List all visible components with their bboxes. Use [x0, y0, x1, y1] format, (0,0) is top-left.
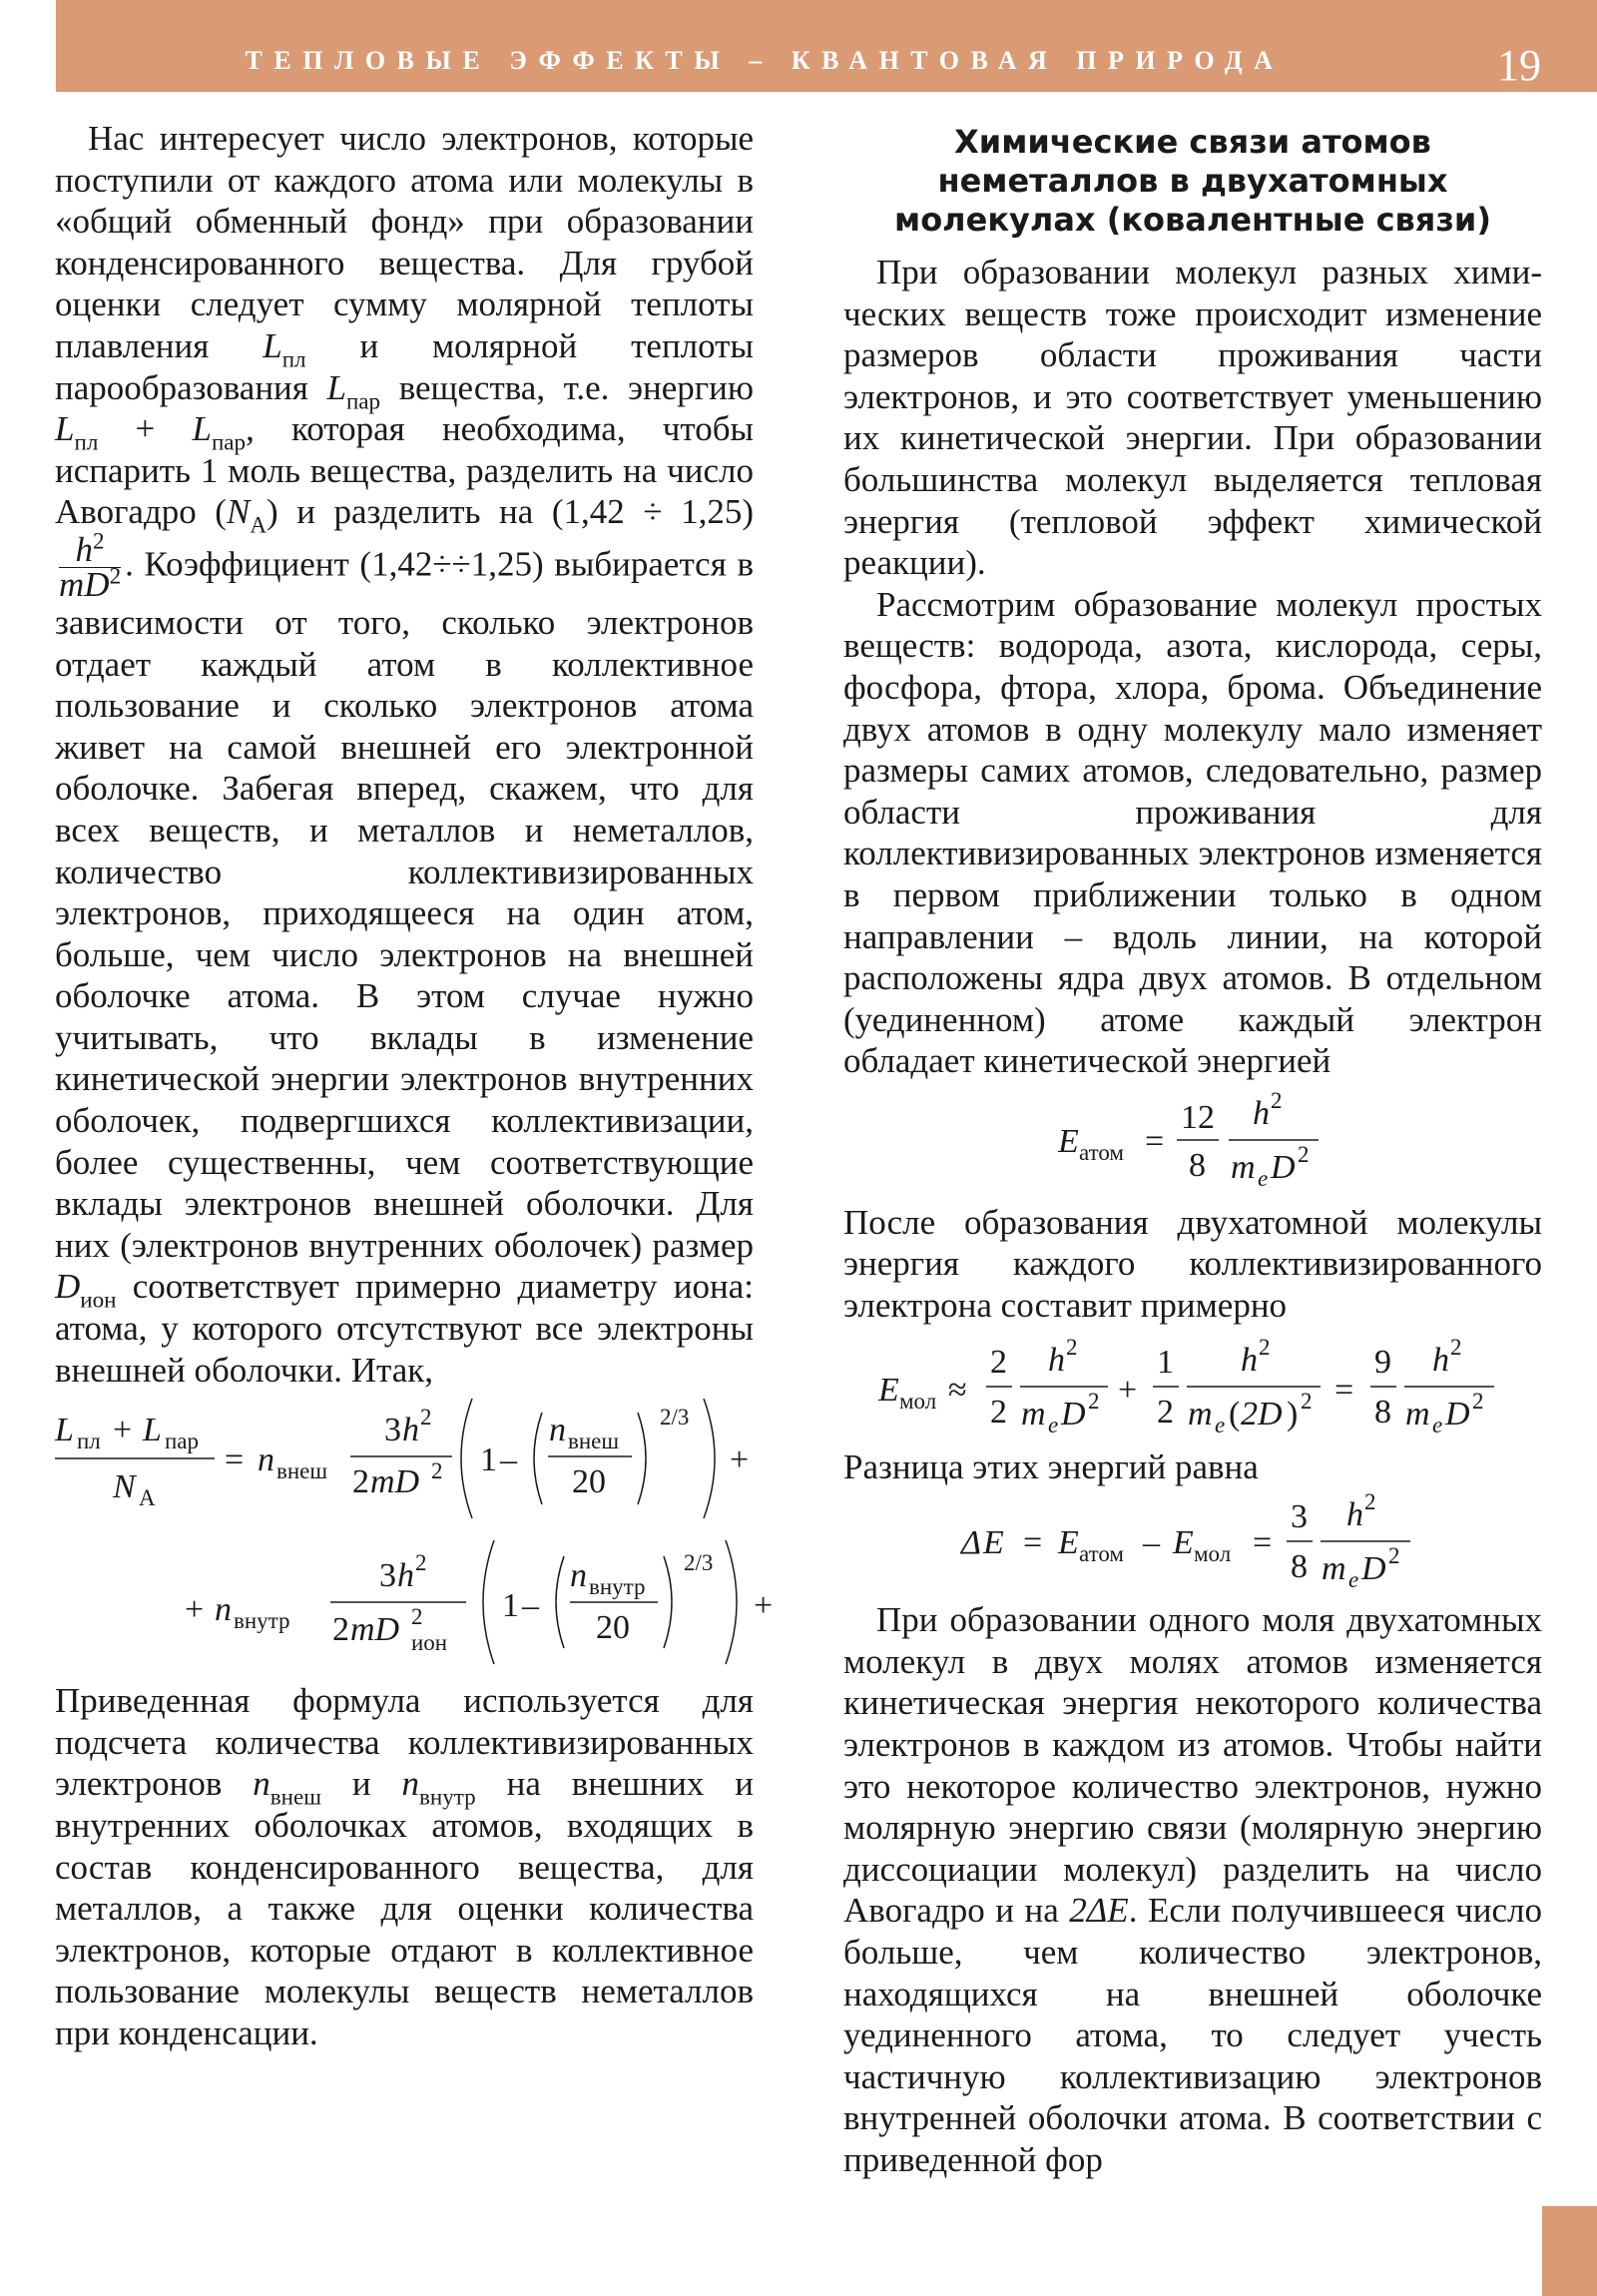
svg-text:m: m — [1405, 1395, 1430, 1433]
svg-text:2: 2 — [1301, 1388, 1313, 1414]
svg-text:h: h — [1253, 1094, 1270, 1132]
svg-text:=: = — [1253, 1524, 1273, 1562]
paragraph: Разница этих энергий равна — [843, 1446, 1259, 1486]
svg-text:=: = — [225, 1441, 245, 1479]
svg-text:2: 2 — [415, 1550, 427, 1576]
paragraph: При образовании одного моля двухатомных молекул в двух молях атомов изменяется кинетическая энергия некоторого количества электронов в каждом из атомов. Чтобы найти это некоторое количество электронов, нужно молярную энергию связи (молярную энергию диссоциации молекул) разделить на число Авогадро и на 2ΔE. Если получившееся число больше, чем количество электронов, находящихся на внешней оболочке уединенного атома, то следует учесть частичную коллективизацию электронов внутренней оболочки атома. В соответствии с приведенной фор — [843, 1600, 1542, 2179]
svg-text:8: 8 — [1374, 1393, 1391, 1431]
svg-text:2: 2 — [1088, 1388, 1100, 1414]
svg-text:внутр: внутр — [234, 1608, 290, 1634]
svg-text:2: 2 — [352, 1463, 369, 1501]
paragraph: Рассмотрим образование молекул простых веществ: водорода, азота, кислорода, серы, фосфора, фтора, хлора, брома. Объединение двух атомов в одну молекулу мало изменяет размеры самих атомов, следовательно, размер области проживания для коллективизированных электронов изменяется в первом приближении только в одном направлении – вдоль линии, на которой расположены ядра двух атомов. В отдельном (уединенном) атоме каждый электрон обладает кинетической энергией — [843, 584, 1542, 1081]
svg-text:e: e — [1048, 1412, 1059, 1437]
svg-text:2: 2 — [1472, 1388, 1484, 1414]
formula-atom-energy — [843, 1082, 1542, 1202]
svg-text:E: E — [983, 1524, 1004, 1562]
right-column — [843, 118, 1542, 2181]
svg-text:2: 2 — [1066, 1334, 1078, 1360]
svg-text:+: + — [1118, 1371, 1138, 1409]
svg-text:=: = — [1145, 1122, 1165, 1160]
left-column — [55, 118, 774, 2054]
paragraph: После образования двухатомной молекулы энергия каждого коллективизированного электрона составит примерно — [843, 1202, 1542, 1326]
svg-text:1: 1 — [1157, 1343, 1174, 1381]
svg-text:ион: ион — [411, 1630, 448, 1656]
svg-text:3: 3 — [1291, 1498, 1308, 1536]
formula-energy-difference — [843, 1487, 1542, 1599]
svg-text:2: 2 — [990, 1343, 1007, 1381]
svg-text:20: 20 — [572, 1463, 606, 1501]
svg-text:1: 1 — [502, 1587, 519, 1625]
svg-text:2/3: 2/3 — [684, 1550, 714, 1576]
paragraph: Приведенная формула используется для подсчета количества коллективизированных электронов $n_{внеш}$ и $n_{внутр}$ на внешних и внутренних оболочках атомов, входящих в состав конденсированного вещества, для металлов, а также для оценки количества электронов, которые отдают в коллективное пользование молекулы веществ неметаллов при конденсации. — [55, 1681, 754, 2052]
svg-text:мол: мол — [1194, 1541, 1232, 1567]
svg-text:А: А — [139, 1485, 156, 1511]
svg-text:m: m — [1021, 1395, 1046, 1433]
svg-text:n: n — [258, 1441, 274, 1479]
svg-text:2D: 2D — [1241, 1395, 1283, 1433]
svg-text:n: n — [549, 1412, 566, 1449]
svg-text:=: = — [1334, 1371, 1354, 1409]
svg-text:E: E — [1173, 1524, 1194, 1562]
svg-text:h: h — [1432, 1341, 1449, 1379]
svg-text:m: m — [1188, 1395, 1213, 1433]
formula-collectivized-electrons — [55, 1391, 774, 1680]
svg-text:D: D — [1271, 1148, 1296, 1186]
svg-text:D: D — [1445, 1395, 1470, 1433]
svg-text:h: h — [1048, 1341, 1065, 1379]
svg-text:8: 8 — [1291, 1548, 1308, 1586]
svg-text:2: 2 — [411, 1604, 423, 1630]
svg-text:e: e — [1258, 1165, 1269, 1191]
svg-text:внутр: внутр — [589, 1574, 646, 1600]
svg-text:Δ: Δ — [961, 1524, 981, 1562]
svg-text:mD: mD — [350, 1611, 400, 1649]
svg-text:–: – — [522, 1587, 539, 1625]
svg-text:пар: пар — [165, 1429, 200, 1454]
paragraph: Нас интересует число электронов, которые поступили от каждого атома или молекулы в «общий обменный фонд» при образовании конденсированного вещества. Для грубой оценки следует сумму молярной теплоты плавления $L_{пл}$ и молярной теплоты парообразования $L_{пар}$ вещества, т.е. энергию $L_{пл} + L_{пар}$, которая необходима, чтобы испарить 1 моль вещества, разделить на число Авогадро $(N_А)$ и разделить на (1,42 ÷ 1,25) $\frac{h^2}{mD^2}$ . Коэффициент (1,42÷÷1,25) выбирается в зависимости от того, сколько электронов отдает каждый атом в коллективное пользование и сколько электронов атома живет на самой внешней его электронной оболочке. Забегая вперед, скажем, что для всех веществ, и металлов и неметаллов, количество коллективизированных электронов, приходящееся на один атом, больше, чем число электронов на внешней оболочке атома. В этом случае нужно учитывать, что вклады в изменение кинетической энергии электронов внутренних оболочек, подвергшихся коллективизации, более существенны, чем соответствующие вклады электронов внешней оболочки. Для них (электронов внутренних оболочек) размер $D_{ион}$ соответствует примерно диаметру иона: атома, у которого отсутствуют все электроны внешней оболочки. Итак, — [55, 119, 755, 1390]
svg-text:2: 2 — [1364, 1489, 1376, 1515]
running-title: ТЕПЛОВЫЕ ЭФФЕКТЫ – КВАНТОВАЯ ПРИРОДА — [245, 46, 1285, 75]
svg-text:(: ( — [1229, 1395, 1241, 1433]
svg-text:=: = — [1023, 1524, 1043, 1562]
svg-text:2/3: 2/3 — [660, 1405, 690, 1431]
svg-text:2: 2 — [990, 1393, 1007, 1431]
svg-text:L: L — [55, 1412, 74, 1449]
svg-text:атом: атом — [1079, 1139, 1124, 1165]
svg-text:2: 2 — [332, 1611, 349, 1649]
svg-text:3: 3 — [379, 1557, 396, 1595]
svg-text:мол: мол — [899, 1388, 937, 1414]
svg-text:h: h — [397, 1557, 414, 1595]
page-number: 19 — [1497, 41, 1541, 90]
svg-text:D: D — [1061, 1395, 1086, 1433]
page-edge-tab — [1542, 2206, 1597, 2296]
svg-text:12: 12 — [1181, 1098, 1215, 1136]
svg-text:E: E — [878, 1371, 899, 1409]
svg-text:h: h — [1346, 1496, 1363, 1534]
svg-text:L: L — [143, 1412, 162, 1449]
section-title: Химические связи атомов неметаллов в двухатомных молекулах (ковалентные связи) — [894, 123, 1491, 239]
svg-text:2: 2 — [431, 1458, 443, 1484]
svg-text:n: n — [570, 1557, 587, 1595]
svg-text:3: 3 — [384, 1412, 401, 1449]
svg-text:mD: mD — [370, 1463, 420, 1501]
svg-text:атом: атом — [1079, 1541, 1124, 1567]
svg-text:e: e — [1215, 1412, 1226, 1437]
svg-text:2: 2 — [1271, 1087, 1283, 1113]
svg-text:2: 2 — [1298, 1141, 1310, 1167]
svg-text:2: 2 — [1450, 1334, 1462, 1360]
svg-text:внеш: внеш — [276, 1458, 328, 1484]
svg-text:2: 2 — [420, 1405, 432, 1431]
svg-text:1: 1 — [480, 1441, 497, 1479]
svg-text:e: e — [1432, 1412, 1443, 1437]
formula-molecule-energy — [843, 1327, 1542, 1446]
svg-text:): ) — [1287, 1395, 1299, 1433]
svg-text:h: h — [1241, 1341, 1258, 1379]
svg-text:D: D — [1361, 1550, 1386, 1588]
svg-text:+: + — [730, 1441, 750, 1479]
svg-text:h: h — [402, 1412, 419, 1449]
svg-text:+: + — [754, 1587, 774, 1625]
svg-text:внеш: внеш — [568, 1429, 620, 1454]
svg-text:–: – — [500, 1441, 517, 1479]
paragraph: При образовании молекул разных химических веществ тоже происходит изменение размеров области проживания части электронов, и это соответствует уменьшению их кинетической энергии. При образовании большинства молекул выделяется тепловая энергия (тепловой эффект химической реакции). — [843, 253, 1542, 583]
svg-text:+: + — [113, 1412, 133, 1449]
svg-text:≈: ≈ — [948, 1371, 967, 1409]
svg-text:9: 9 — [1374, 1343, 1391, 1381]
svg-text:m: m — [1322, 1550, 1346, 1588]
svg-text:2: 2 — [1259, 1334, 1271, 1360]
svg-text:N: N — [113, 1468, 136, 1506]
svg-text:E: E — [1058, 1122, 1079, 1160]
svg-text:e: e — [1348, 1567, 1359, 1593]
svg-text:20: 20 — [596, 1609, 630, 1647]
svg-text:+: + — [185, 1591, 205, 1629]
svg-text:пл: пл — [77, 1429, 101, 1454]
svg-text:8: 8 — [1189, 1146, 1206, 1184]
svg-text:2: 2 — [1157, 1393, 1174, 1431]
svg-text:–: – — [1143, 1524, 1160, 1562]
svg-text:E: E — [1058, 1524, 1079, 1562]
svg-text:2: 2 — [1388, 1543, 1400, 1569]
svg-text:n: n — [215, 1591, 232, 1629]
svg-text:m: m — [1231, 1148, 1256, 1186]
